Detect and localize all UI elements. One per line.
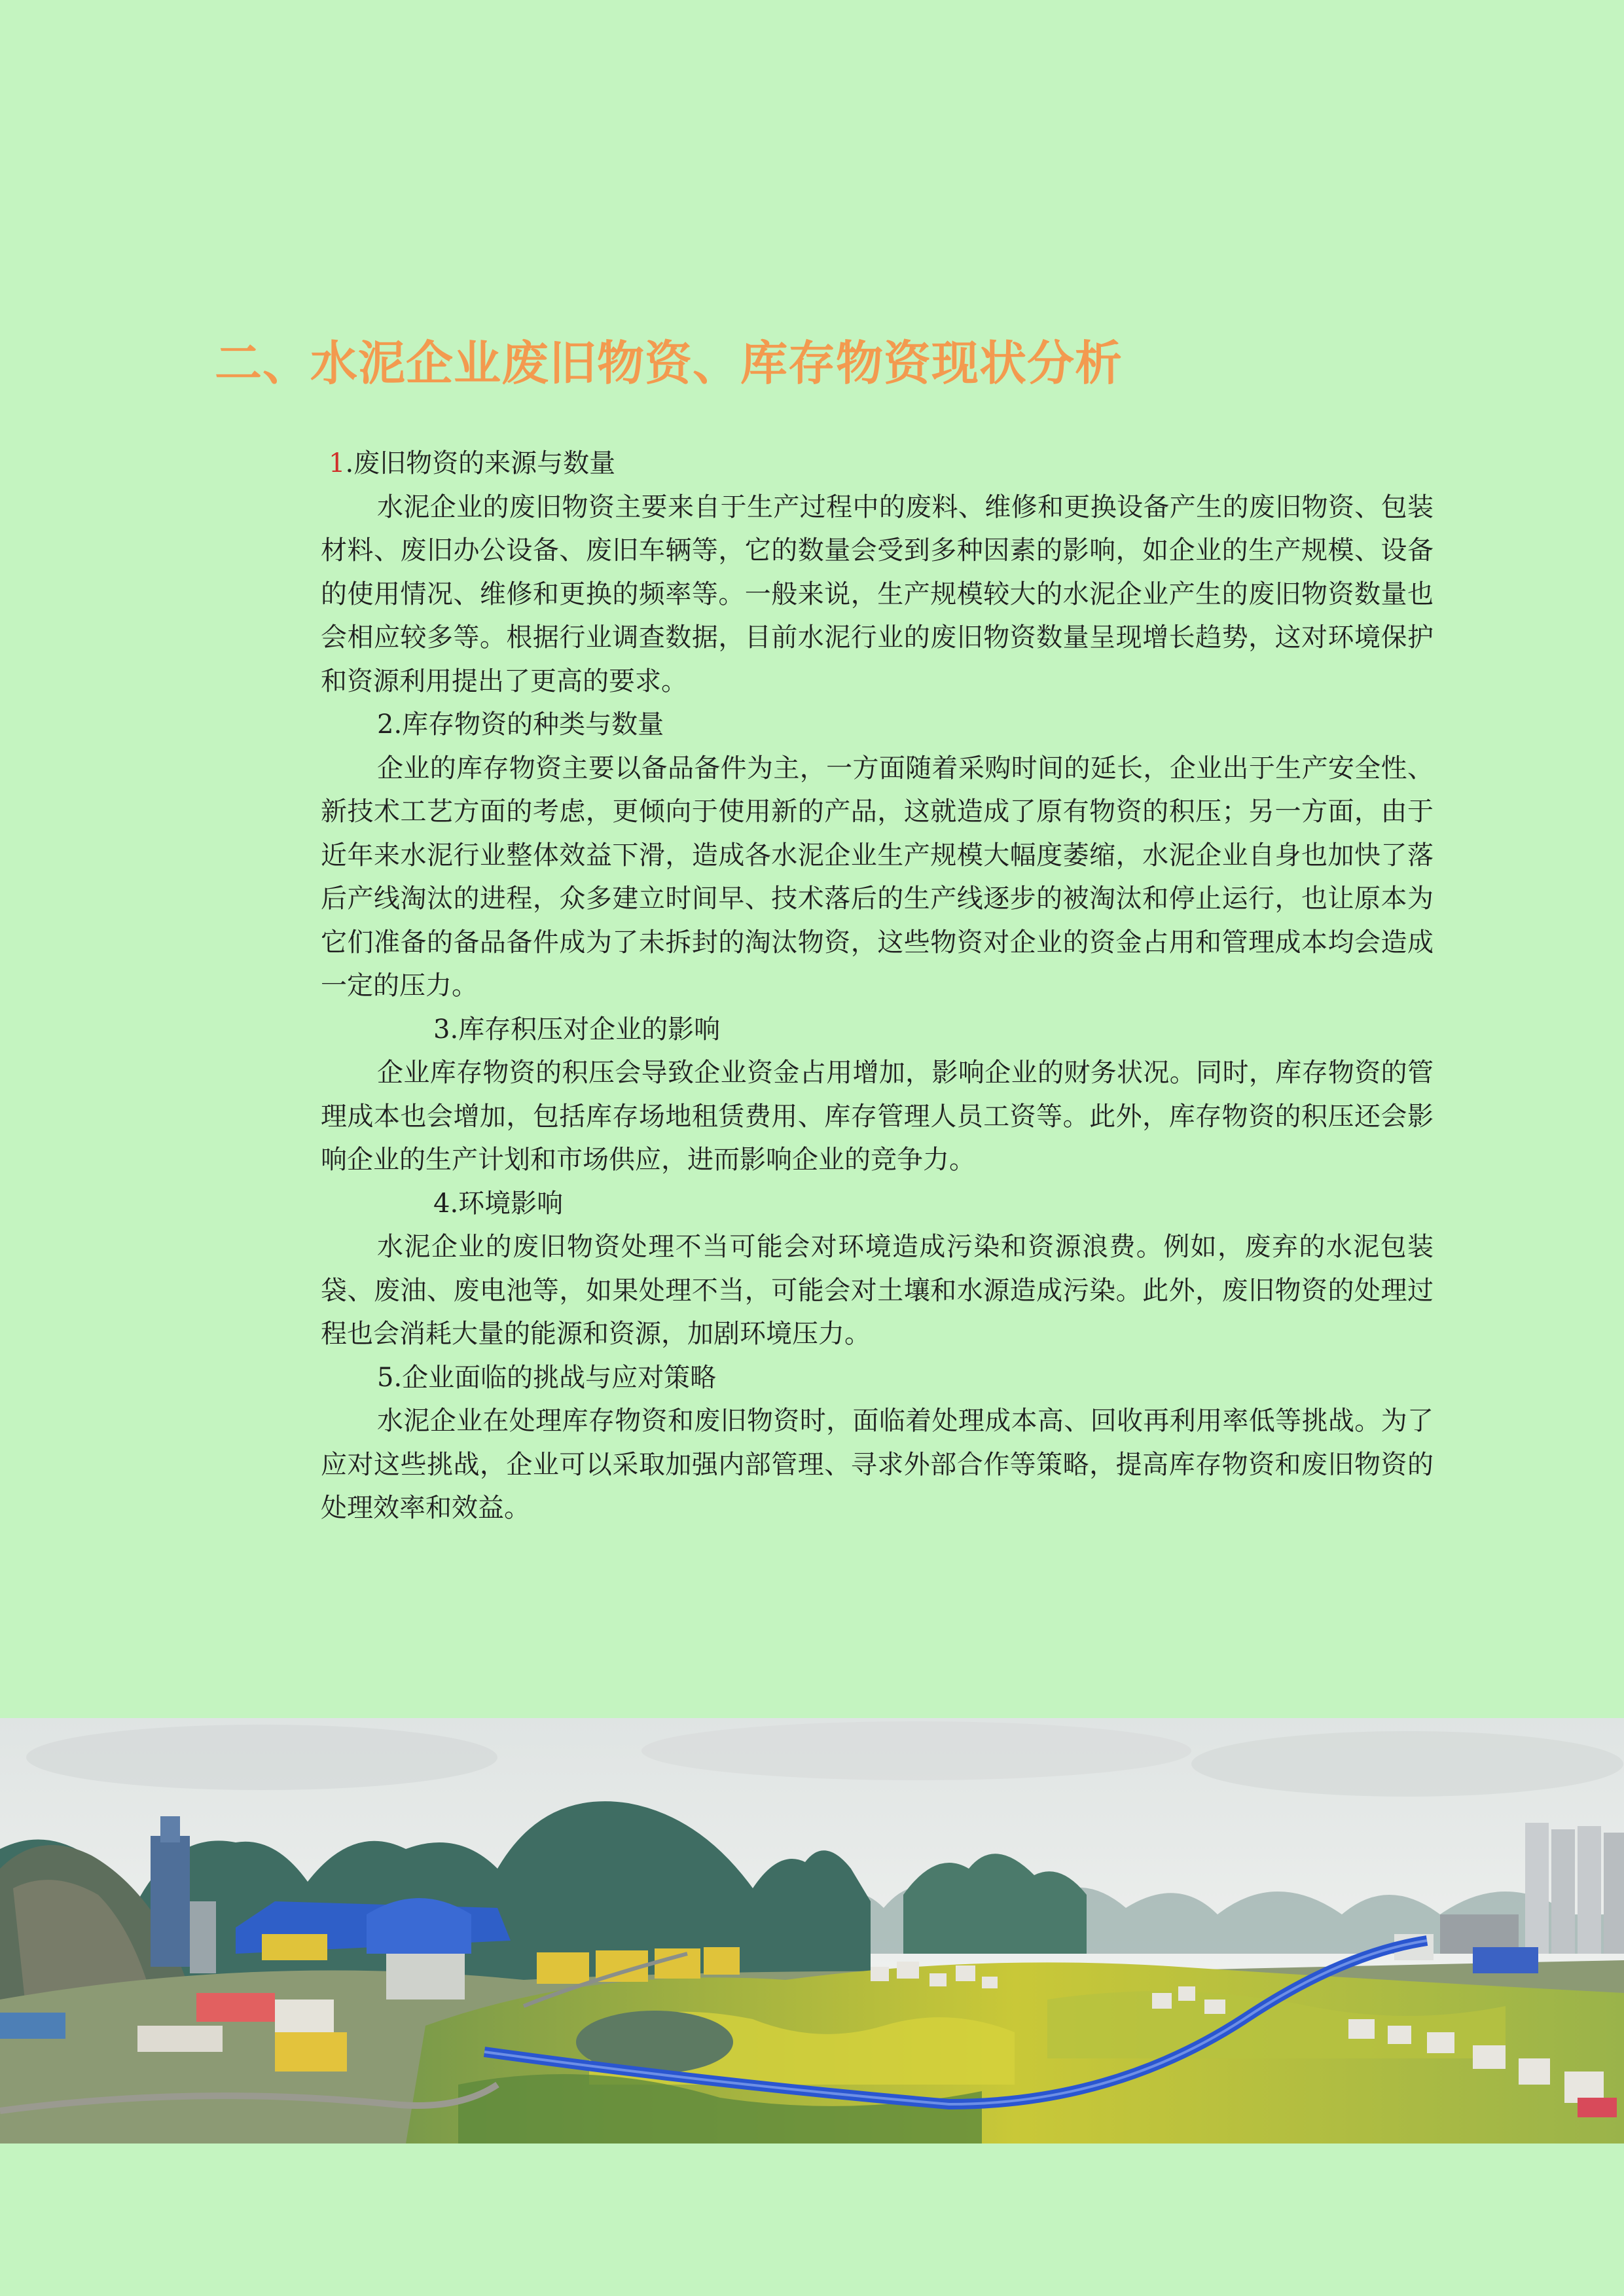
section-paragraph-5: 水泥企业在处理库存物资和废旧物资时，面临着处理成本高、回收再利用率低等挑战。为了应对这些挑战，企业可以采取加强内部管理、寻求外部合作等策略，提高库存物资和废旧物资的处理效率和效益。 [321, 1406, 1434, 1523]
section-paragraph-2: 企业的库存物资主要以备品备件为主，一方面随着采购时间的延长，企业出于生产安全性、新技术工艺方面的考虑，更倾向于使用新的产品，这就造成了原有物资的积压；另一方面，由于近年来水泥行业整体效益下滑，造成各水泥企业生产规模大幅度萎缩，水泥企业自身也加快了落后产线淘汰的进程，众多建立时间早、技术落后的生产线逐步的被淘汰和停止运行，也让原本为它们准备的备品备件成为了未拆封的淘汰物资，这些物资对企业的资金占用和管理成本均会造成一定的压力。 [321, 753, 1434, 1001]
section-number-1: 1 [329, 448, 346, 478]
section-paragraph-3: 企业库存物资的积压会导致企业资金占用增加，影响企业的财务状况。同时，库存物资的管理成本也会增加，包括库存场地租赁费用、库存管理人员工资等。此外，库存物资的积压还会影响企业的生产计划和市场供应，进而影响企业的竞争力。 [321, 1058, 1434, 1175]
section-heading-5: 5.企业面临的挑战与应对策略 [377, 1362, 717, 1393]
section-paragraph-1: 水泥企业的废旧物资主要来自于生产过程中的废料、维修和更换设备产生的废旧物资、包装材料、废旧办公设备、废旧车辆等，它的数量会受到多种因素的影响，如企业的生产规模、设备的使用情况、维修和更换的频率等。一般来说，生产规模较大的水泥企业产生的废旧物资数量也会相应较多等。根据行业调查数据，目前水泥行业的废旧物资数量呈现增长趋势，这对环境保护和资源利用提出了更高的要求。 [321, 492, 1434, 696]
section-heading-2: 2.库存物资的种类与数量 [377, 709, 664, 740]
section-heading-3: 3.库存积压对企业的影响 [433, 1014, 721, 1045]
section-heading-1-text: .废旧物资的来源与数量 [345, 448, 616, 478]
section-heading-4: 4.环境影响 [433, 1188, 564, 1219]
section-paragraph-4: 水泥企业的废旧物资处理不当可能会对环境造成污染和资源浪费。例如，废弃的水泥包装袋、废油、废电池等，如果处理不当，可能会对土壤和水源造成污染。此外，废旧物资的处理过程也会消耗大量的能源和资源，加剧环境压力。 [321, 1232, 1434, 1349]
page-title: 二、水泥企业废旧物资、库存物资现状分析 [215, 336, 1123, 391]
section-heading-1 [321, 442, 1434, 486]
article-body [321, 442, 1434, 1530]
cement-plant-panorama-photo [0, 1718, 1624, 2144]
